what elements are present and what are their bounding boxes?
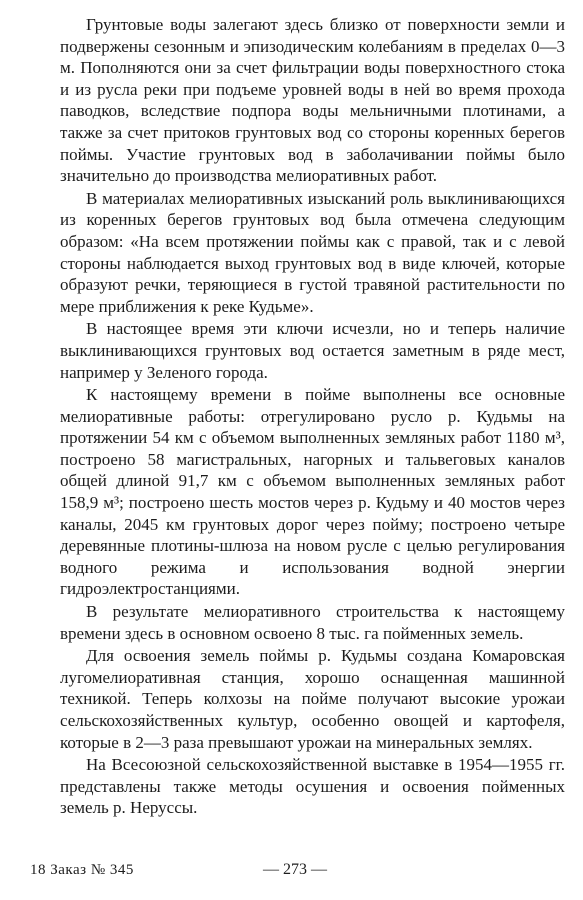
paragraph-reclamation-works: К настоящему времени в пойме выполнены все основные мелиоративные работы: отрегулировано русло р. Кудьмы на протяжении 54 км с объемом выполненных земляных работ 1180 м³, построено 58 магистральных, нагорных и тальвеговых каналов общей длиной 91,7 км с объемом выполненных земляных работ 158,9 м³; построено шесть мостов через р. Кудьму и 40 мостов через каналы, 2045 км грунтовых дорог через пойму; построено четыре деревянные плотины-шлюза на новом русле с целью регулирования водного режима и использования водной энергии гидроэлектростанциями. [60, 385, 565, 599]
paragraph-groundwater-levels: Грунтовые воды залегают здесь близко от поверхности земли и подвержены сезонным и эпизодическим колебаниям в пределах 0—3 м. Пополняются они за счет фильтрации воды поверхностного стока и из русла реки при подъеме уровней воды в ней во время прохода паводков, вследствие подпора воды мельничными плотинами, а также за счет притоков грунтовых вод со стороны коренных берегов поймы. Участие грунтовых вод в заболачивании поймы было значительно до производства мелиоративных работ. [60, 15, 565, 186]
page-footer [30, 858, 560, 882]
paragraph-exhibition: На Всесоюзной сельскохозяйственной выставке в 1954—1955 гг. представлены также методы осушения и освоения пойменных земель р. Нерусcы. [60, 755, 565, 818]
printer-signature: 18 Заказ № 345 [30, 862, 134, 878]
paragraph-survey-materials: В материалах мелиоративных изысканий роль выклинивающихся из коренных берегов грунтовых вод была отмечена следующим образом: «На всем протяжении поймы как с правой, так и с левой стороны наблюдается выход грунтовых вод в виде ключей, которые образуют речки, теряющиеся в густой травяной растительности по мере приближения к реке Кудьме». [60, 188, 565, 316]
paragraph-meadow-station: Для освоения земель поймы р. Кудьмы создана Комаровская лугомелиоративная станция, хорошо оснащенная машинной техникой. Теперь колхозы на пойме получают высокие урожаи сельскохозяйственных культур, особенно овощей и картофеля, которые в 2—3 раза превышают урожаи на минеральных землях. [60, 646, 565, 752]
page-number: — 273 — [263, 861, 327, 878]
paragraph-springs-disappeared: В настоящее время эти ключи исчезли, но и теперь наличие выклинивающихся грунтовых вод остается заметным в ряде мест, например у Зеленого города. [60, 319, 565, 382]
paragraph-reclaimed-area: В результате мелиоративного строительства к настоящему времени здесь в основном освоено 8 тыс. га пойменных земель. [60, 602, 565, 643]
page-body [60, 14, 565, 819]
